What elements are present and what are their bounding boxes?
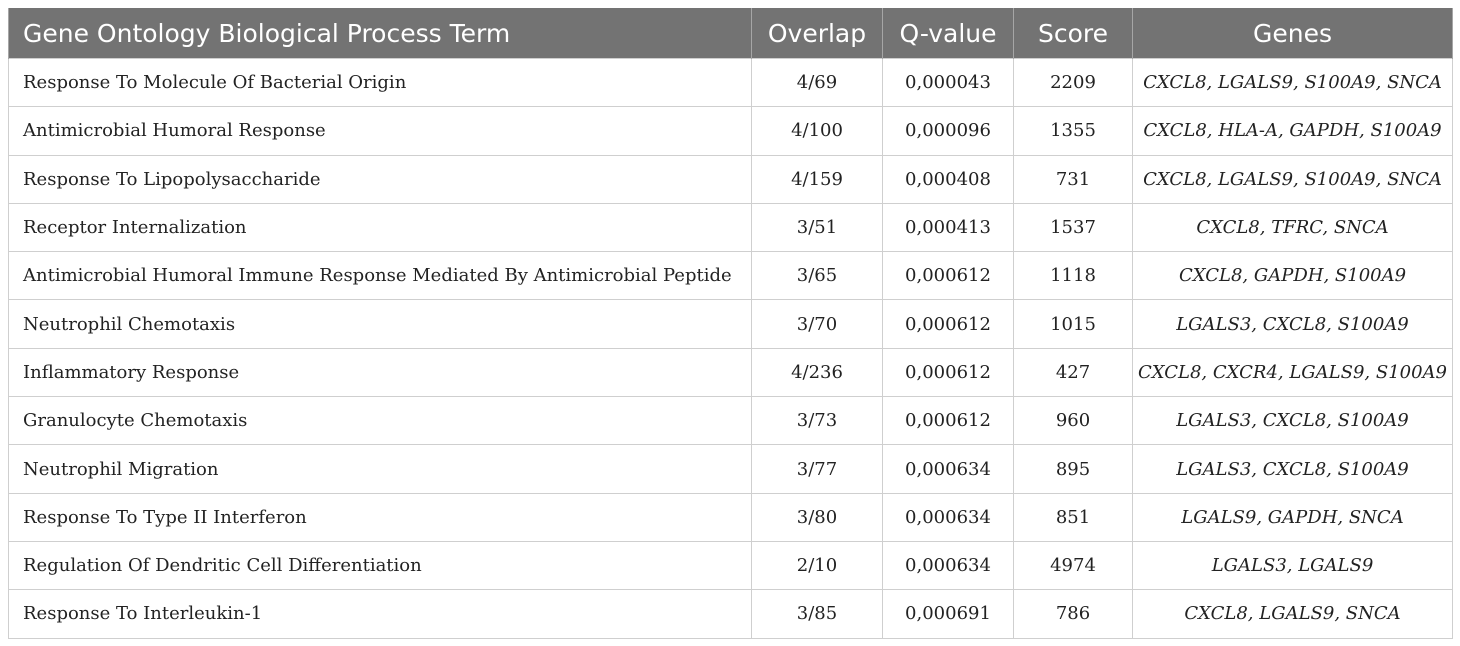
cell-term: Antimicrobial Humoral Response — [9, 107, 752, 155]
cell-score: 427 — [1014, 348, 1133, 396]
cell-qvalue: 0,000634 — [883, 541, 1014, 589]
table-row — [9, 493, 1453, 541]
cell-overlap: 3/85 — [752, 590, 883, 638]
cell-score: 1015 — [1014, 300, 1133, 348]
cell-genes: CXCL8, LGALS9, S100A9, SNCA — [1133, 155, 1453, 203]
cell-genes: CXCL8, CXCR4, LGALS9, S100A9 — [1133, 348, 1453, 396]
cell-term: Receptor Internalization — [9, 203, 752, 251]
cell-score: 1118 — [1014, 252, 1133, 300]
cell-overlap: 3/70 — [752, 300, 883, 348]
cell-qvalue: 0,000043 — [883, 59, 1014, 107]
cell-qvalue: 0,000612 — [883, 252, 1014, 300]
cell-genes: CXCL8, GAPDH, S100A9 — [1133, 252, 1453, 300]
cell-score: 2209 — [1014, 59, 1133, 107]
cell-qvalue: 0,000612 — [883, 348, 1014, 396]
cell-overlap: 4/69 — [752, 59, 883, 107]
cell-qvalue: 0,000413 — [883, 203, 1014, 251]
cell-genes: LGALS3, LGALS9 — [1133, 541, 1453, 589]
cell-term: Regulation Of Dendritic Cell Differentiation — [9, 541, 752, 589]
cell-score: 895 — [1014, 445, 1133, 493]
cell-term: Response To Lipopolysaccharide — [9, 155, 752, 203]
cell-score: 731 — [1014, 155, 1133, 203]
cell-overlap: 3/80 — [752, 493, 883, 541]
header-genes: Genes — [1133, 8, 1453, 59]
table-header — [9, 8, 1453, 59]
table-row — [9, 541, 1453, 589]
cell-qvalue: 0,000634 — [883, 445, 1014, 493]
go-enrichment-table — [8, 8, 1453, 639]
table-row — [9, 397, 1453, 445]
cell-qvalue: 0,000408 — [883, 155, 1014, 203]
table-row — [9, 155, 1453, 203]
cell-qvalue: 0,000096 — [883, 107, 1014, 155]
go-enrichment-table-container — [8, 8, 1452, 639]
cell-overlap: 2/10 — [752, 541, 883, 589]
cell-genes: LGALS3, CXCL8, S100A9 — [1133, 445, 1453, 493]
cell-term: Response To Molecule Of Bacterial Origin — [9, 59, 752, 107]
cell-overlap: 3/73 — [752, 397, 883, 445]
header-term: Gene Ontology Biological Process Term — [9, 8, 752, 59]
cell-term: Antimicrobial Humoral Immune Response Mediated By Antimicrobial Peptide — [9, 252, 752, 300]
cell-genes: CXCL8, HLA-A, GAPDH, S100A9 — [1133, 107, 1453, 155]
cell-term: Inflammatory Response — [9, 348, 752, 396]
table-row — [9, 252, 1453, 300]
cell-qvalue: 0,000612 — [883, 397, 1014, 445]
cell-genes: CXCL8, TFRC, SNCA — [1133, 203, 1453, 251]
cell-overlap: 3/65 — [752, 252, 883, 300]
cell-score: 1537 — [1014, 203, 1133, 251]
cell-overlap: 4/159 — [752, 155, 883, 203]
cell-genes: CXCL8, LGALS9, S100A9, SNCA — [1133, 59, 1453, 107]
cell-overlap: 3/51 — [752, 203, 883, 251]
cell-genes: LGALS3, CXCL8, S100A9 — [1133, 397, 1453, 445]
cell-score: 4974 — [1014, 541, 1133, 589]
header-score: Score — [1014, 8, 1133, 59]
table-row — [9, 445, 1453, 493]
header-overlap: Overlap — [752, 8, 883, 59]
cell-term: Response To Type II Interferon — [9, 493, 752, 541]
table-body — [9, 59, 1453, 639]
cell-term: Neutrophil Migration — [9, 445, 752, 493]
table-row — [9, 59, 1453, 107]
table-row — [9, 107, 1453, 155]
table-row — [9, 348, 1453, 396]
cell-overlap: 4/100 — [752, 107, 883, 155]
cell-score: 851 — [1014, 493, 1133, 541]
cell-overlap: 4/236 — [752, 348, 883, 396]
cell-genes: LGALS3, CXCL8, S100A9 — [1133, 300, 1453, 348]
cell-term: Granulocyte Chemotaxis — [9, 397, 752, 445]
header-row — [9, 8, 1453, 59]
cell-term: Response To Interleukin-1 — [9, 590, 752, 638]
cell-score: 786 — [1014, 590, 1133, 638]
cell-overlap: 3/77 — [752, 445, 883, 493]
cell-genes: LGALS9, GAPDH, SNCA — [1133, 493, 1453, 541]
header-qvalue: Q-value — [883, 8, 1014, 59]
table-row — [9, 300, 1453, 348]
cell-qvalue: 0,000691 — [883, 590, 1014, 638]
cell-qvalue: 0,000612 — [883, 300, 1014, 348]
cell-score: 960 — [1014, 397, 1133, 445]
table-row — [9, 590, 1453, 638]
table-row — [9, 203, 1453, 251]
cell-term: Neutrophil Chemotaxis — [9, 300, 752, 348]
cell-qvalue: 0,000634 — [883, 493, 1014, 541]
cell-genes: CXCL8, LGALS9, SNCA — [1133, 590, 1453, 638]
cell-score: 1355 — [1014, 107, 1133, 155]
